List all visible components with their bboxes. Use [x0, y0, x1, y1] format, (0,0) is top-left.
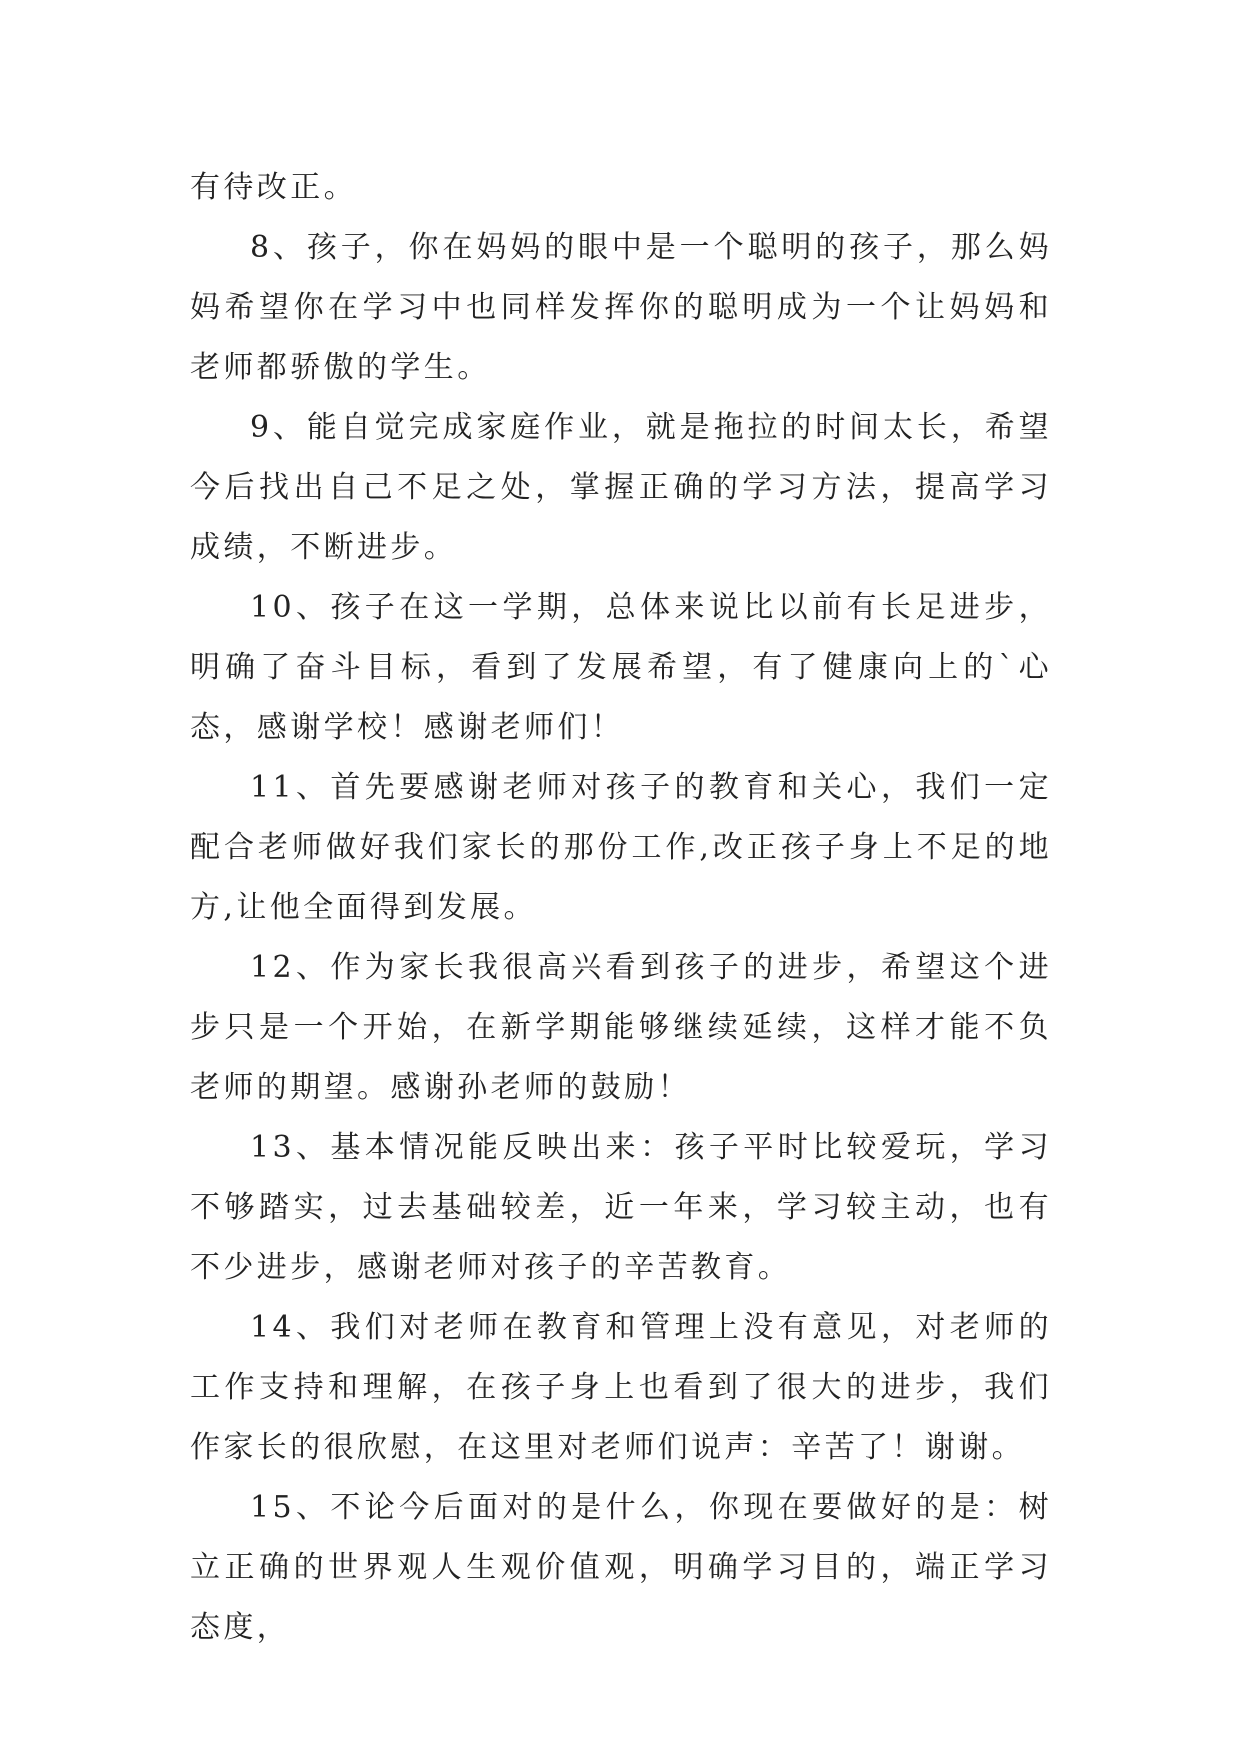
paragraph-item-11: 11、首先要感谢老师对孩子的教育和关心，我们一定配合老师做好我们家长的那份工作,改正孩子身上不足的地方,让他全面得到发展。: [190, 770, 1052, 925]
document-body: [190, 158, 1052, 1658]
paragraph-item-13: 13、基本情况能反映出来：孩子平时比较爱玩，学习不够踏实，过去基础较差，近一年来，学习较主动，也有不少进步，感谢老师对孩子的辛苦教育。: [190, 1130, 1052, 1285]
paragraph-item-15: 15、不论今后面对的是什么，你现在要做好的是：树立正确的世界观人生观价值观，明确学习目的，端正学习态度，: [190, 1490, 1052, 1645]
paragraph-item-12: 12、作为家长我很高兴看到孩子的进步，希望这个进步只是一个开始，在新学期能够继续延续，这样才能不负老师的期望。感谢孙老师的鼓励！: [190, 950, 1052, 1105]
paragraph-continuation: 有待改正。: [190, 170, 357, 205]
paragraph-item-14: 14、我们对老师在教育和管理上没有意见，对老师的工作支持和理解，在孩子身上也看到了很大的进步，我们作家长的很欣慰，在这里对老师们说声：辛苦了！谢谢。: [190, 1310, 1052, 1465]
paragraph-item-10: 10、孩子在这一学期，总体来说比以前有长足进步，明确了奋斗目标，看到了发展希望，有了健康向上的`心态，感谢学校！感谢老师们！: [190, 590, 1052, 745]
paragraph-item-9: 9、能自觉完成家庭作业，就是拖拉的时间太长，希望今后找出自己不足之处，掌握正确的学习方法，提高学习成绩，不断进步。: [190, 410, 1052, 565]
paragraph-item-8: 8、孩子，你在妈妈的眼中是一个聪明的孩子，那么妈妈希望你在学习中也同样发挥你的聪明成为一个让妈妈和老师都骄傲的学生。: [190, 230, 1052, 385]
